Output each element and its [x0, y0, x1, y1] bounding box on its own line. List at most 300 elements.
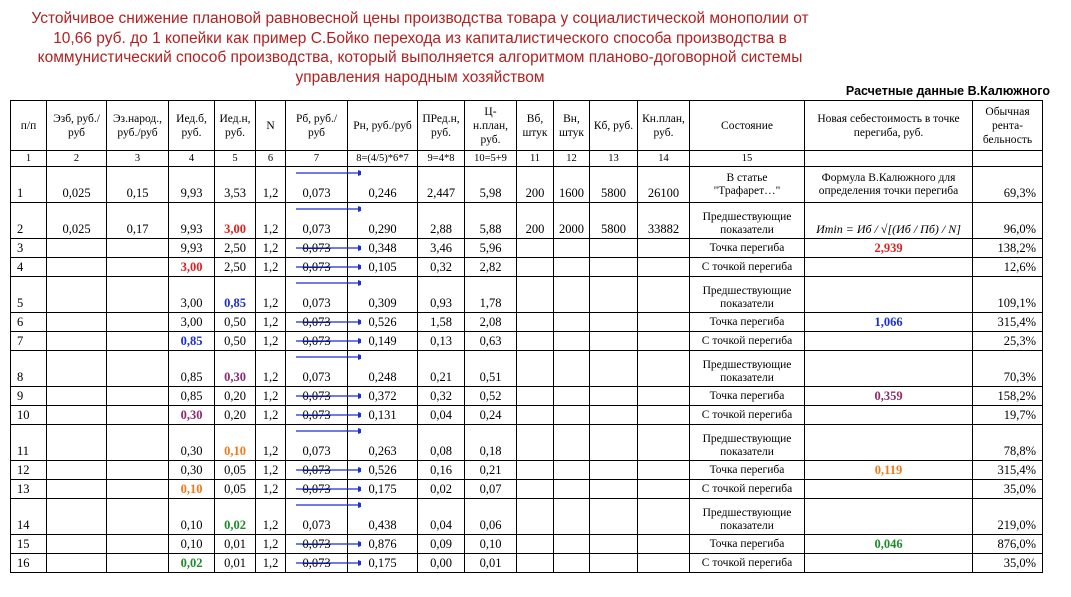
cell-k-n: [638, 313, 690, 332]
cell-e-b: [47, 535, 107, 554]
cell-e-nar: [107, 554, 169, 573]
cell-r-n: 0,876: [348, 535, 418, 554]
cell-state: С точкой перегиба: [690, 480, 805, 499]
cell-v-b: [517, 239, 554, 258]
table-row: [11, 258, 1043, 277]
cell-r-n: 0,348: [348, 239, 418, 258]
cell-rent: 70,3%: [973, 351, 1043, 387]
cell-i-n: 0,20: [215, 387, 256, 406]
cell-newcost: [805, 425, 973, 461]
cell-state: С точкой перегиба: [690, 332, 805, 351]
cell-rent: 158,2%: [973, 387, 1043, 406]
cell-i-n: 0,85: [215, 277, 256, 313]
cell-newcost: 0,046: [805, 535, 973, 554]
cell-state: Предшествующие показатели: [690, 425, 805, 461]
cell-N: 1,2: [256, 277, 286, 313]
table-row: [11, 313, 1043, 332]
cell-r-b: 0,073: [286, 239, 348, 258]
cell-n: 1: [11, 167, 47, 203]
cell-newcost: [805, 480, 973, 499]
cell-pr: 0,00: [418, 554, 465, 573]
column-header: Состояние: [690, 101, 805, 151]
cell-v-n: 2000: [554, 203, 590, 239]
cell-e-nar: [107, 425, 169, 461]
cell-v-n: [554, 258, 590, 277]
cell-k-b: [590, 461, 638, 480]
cell-v-n: [554, 387, 590, 406]
cell-N: 1,2: [256, 167, 286, 203]
cell-rent: 35,0%: [973, 480, 1043, 499]
cell-v-n: [554, 480, 590, 499]
cell-pr: 0,32: [418, 387, 465, 406]
cell-e-b: [47, 239, 107, 258]
cell-e-b: [47, 480, 107, 499]
column-number: 15: [690, 151, 805, 167]
cell-i-b: 0,10: [169, 480, 215, 499]
cell-newcost: [805, 258, 973, 277]
cell-r-b: 0,073: [286, 387, 348, 406]
cell-v-b: 200: [517, 167, 554, 203]
cell-rent: 109,1%: [973, 277, 1043, 313]
cell-pr: 0,08: [418, 425, 465, 461]
cell-e-b: [47, 425, 107, 461]
cell-newcost: [805, 406, 973, 425]
column-number: 7: [286, 151, 348, 167]
cell-r-b: 0,073: [286, 554, 348, 573]
cell-i-n: 0,30: [215, 351, 256, 387]
cell-v-n: [554, 351, 590, 387]
cell-r-b: 0,073: [286, 535, 348, 554]
cell-pr: 0,21: [418, 351, 465, 387]
cell-N: 1,2: [256, 480, 286, 499]
cell-N: 1,2: [256, 535, 286, 554]
cell-i-b: 0,85: [169, 387, 215, 406]
cell-i-b: 9,93: [169, 203, 215, 239]
cell-v-b: [517, 425, 554, 461]
column-number: 2: [47, 151, 107, 167]
cell-e-nar: [107, 461, 169, 480]
cell-k-b: 5800: [590, 203, 638, 239]
cell-k-b: [590, 554, 638, 573]
cell-v-n: 1600: [554, 167, 590, 203]
cell-r-n: 0,105: [348, 258, 418, 277]
cell-e-nar: [107, 332, 169, 351]
column-number: 5: [215, 151, 256, 167]
column-number: 14: [638, 151, 690, 167]
table-row: [11, 239, 1043, 258]
cell-e-nar: [107, 351, 169, 387]
cell-n: 12: [11, 461, 47, 480]
cell-n: 3: [11, 239, 47, 258]
cell-e-b: [47, 387, 107, 406]
cell-e-b: [47, 499, 107, 535]
cell-e-nar: 0,15: [107, 167, 169, 203]
cell-r-b: 0,073: [286, 313, 348, 332]
cell-v-b: 200: [517, 203, 554, 239]
column-header: Эзб, руб./руб: [47, 101, 107, 151]
cell-e-nar: [107, 258, 169, 277]
cell-v-n: [554, 277, 590, 313]
cell-n: 15: [11, 535, 47, 554]
column-header: ПРед.н, руб.: [418, 101, 465, 151]
cell-c: 0,24: [465, 406, 517, 425]
cell-k-b: [590, 313, 638, 332]
cell-k-n: [638, 480, 690, 499]
cell-newcost: [805, 332, 973, 351]
table-row: [11, 203, 1043, 239]
cell-v-n: [554, 406, 590, 425]
column-header: Кб, руб.: [590, 101, 638, 151]
table-row: [11, 387, 1043, 406]
column-header: Иед.н, руб.: [215, 101, 256, 151]
cell-r-b: 0,073: [286, 480, 348, 499]
column-number: 3: [107, 151, 169, 167]
cell-v-n: [554, 499, 590, 535]
cell-k-b: 5800: [590, 167, 638, 203]
cell-i-b: 0,30: [169, 461, 215, 480]
column-number: 9=4*8: [418, 151, 465, 167]
cell-c: 0,06: [465, 499, 517, 535]
table-row: [11, 554, 1043, 573]
column-header: Рб, руб./руб: [286, 101, 348, 151]
cell-newcost: Формула В.Калюжного для определения точки перегиба: [805, 167, 973, 203]
cell-v-b: [517, 406, 554, 425]
cell-N: 1,2: [256, 313, 286, 332]
cell-i-n: 3,53: [215, 167, 256, 203]
cell-e-b: [47, 351, 107, 387]
cell-e-nar: [107, 535, 169, 554]
cell-i-b: 3,00: [169, 258, 215, 277]
cell-pr: 0,04: [418, 406, 465, 425]
cell-pr: 0,09: [418, 535, 465, 554]
cell-r-n: 0,131: [348, 406, 418, 425]
cell-n: 13: [11, 480, 47, 499]
cell-state: С точкой перегиба: [690, 406, 805, 425]
cell-r-n: 0,438: [348, 499, 418, 535]
cell-N: 1,2: [256, 499, 286, 535]
column-header: Вн, штук: [554, 101, 590, 151]
cell-k-b: [590, 387, 638, 406]
cell-v-b: [517, 387, 554, 406]
table-row: [11, 480, 1043, 499]
cell-n: 14: [11, 499, 47, 535]
cell-i-n: 0,50: [215, 332, 256, 351]
column-number: 13: [590, 151, 638, 167]
cell-c: 2,08: [465, 313, 517, 332]
header-row: [11, 101, 1043, 151]
column-number: [973, 151, 1043, 167]
cell-c: 0,63: [465, 332, 517, 351]
cell-v-n: [554, 425, 590, 461]
cell-state: С точкой перегиба: [690, 258, 805, 277]
column-number: 11: [517, 151, 554, 167]
cell-v-b: [517, 258, 554, 277]
cell-k-n: [638, 461, 690, 480]
table-row: [11, 535, 1043, 554]
cell-k-b: [590, 425, 638, 461]
cell-k-n: 33882: [638, 203, 690, 239]
cell-N: 1,2: [256, 203, 286, 239]
cell-n: 7: [11, 332, 47, 351]
cell-state: Точка перегиба: [690, 461, 805, 480]
cell-e-b: [47, 332, 107, 351]
column-header: Кн.план, руб.: [638, 101, 690, 151]
cell-pr: 0,02: [418, 480, 465, 499]
cell-v-n: [554, 461, 590, 480]
cell-pr: 0,04: [418, 499, 465, 535]
cell-state: Точка перегиба: [690, 535, 805, 554]
cell-pr: 0,32: [418, 258, 465, 277]
column-number-row: [11, 151, 1043, 167]
cell-r-n: 0,248: [348, 351, 418, 387]
cell-c: 5,98: [465, 167, 517, 203]
cell-c: 5,88: [465, 203, 517, 239]
cell-c: 0,07: [465, 480, 517, 499]
cell-k-b: [590, 535, 638, 554]
cell-k-b: [590, 239, 638, 258]
cell-newcost: [805, 351, 973, 387]
cell-pr: 0,93: [418, 277, 465, 313]
cell-i-n: 0,02: [215, 499, 256, 535]
cell-r-n: 0,372: [348, 387, 418, 406]
cell-e-nar: [107, 406, 169, 425]
cell-pr: 3,46: [418, 239, 465, 258]
cell-c: 0,10: [465, 535, 517, 554]
data-table: [10, 100, 1043, 573]
cell-i-n: 0,20: [215, 406, 256, 425]
cell-N: 1,2: [256, 554, 286, 573]
cell-rent: 12,6%: [973, 258, 1043, 277]
cell-k-b: [590, 499, 638, 535]
column-number: 8=(4/5)*6*7: [348, 151, 418, 167]
cell-v-b: [517, 351, 554, 387]
column-header: N: [256, 101, 286, 151]
cell-state: Точка перегиба: [690, 387, 805, 406]
cell-state: Предшествующие показатели: [690, 277, 805, 313]
cell-c: 5,96: [465, 239, 517, 258]
cell-i-b: 0,10: [169, 499, 215, 535]
cell-newcost: [805, 499, 973, 535]
cell-e-nar: [107, 239, 169, 258]
cell-k-n: [638, 499, 690, 535]
cell-v-n: [554, 554, 590, 573]
cell-state: С точкой перегиба: [690, 554, 805, 573]
column-header: Вб, штук: [517, 101, 554, 151]
cell-c: 2,82: [465, 258, 517, 277]
cell-state: В статье "Трафарет…": [690, 167, 805, 203]
cell-rent: 25,3%: [973, 332, 1043, 351]
cell-v-b: [517, 277, 554, 313]
cell-e-nar: [107, 499, 169, 535]
cell-c: 0,51: [465, 351, 517, 387]
cell-v-n: [554, 239, 590, 258]
cell-r-n: 0,175: [348, 554, 418, 573]
cell-N: 1,2: [256, 332, 286, 351]
cell-v-b: [517, 313, 554, 332]
cell-e-b: [47, 277, 107, 313]
cell-k-b: [590, 277, 638, 313]
cell-rent: 138,2%: [973, 239, 1043, 258]
column-header: Ц-н.план, руб.: [465, 101, 517, 151]
cell-k-b: [590, 351, 638, 387]
cell-k-n: [638, 387, 690, 406]
cell-i-b: 9,93: [169, 167, 215, 203]
cell-i-b: 0,85: [169, 332, 215, 351]
cell-i-n: 0,05: [215, 461, 256, 480]
cell-i-b: 3,00: [169, 313, 215, 332]
cell-newcost: 0,359: [805, 387, 973, 406]
cell-state: Точка перегиба: [690, 313, 805, 332]
cell-i-b: 0,30: [169, 406, 215, 425]
cell-state: Предшествующие показатели: [690, 203, 805, 239]
cell-newcost: 2,939: [805, 239, 973, 258]
cell-v-b: [517, 332, 554, 351]
cell-e-nar: [107, 277, 169, 313]
cell-rent: 78,8%: [973, 425, 1043, 461]
cell-e-b: 0,025: [47, 167, 107, 203]
cell-N: 1,2: [256, 461, 286, 480]
cell-state: Точка перегиба: [690, 239, 805, 258]
column-header: Новая себестоимость в точке перегиба, руб.: [805, 101, 973, 151]
cell-k-n: [638, 554, 690, 573]
cell-r-n: 0,526: [348, 461, 418, 480]
cell-k-n: [638, 351, 690, 387]
cell-r-n: 0,246: [348, 167, 418, 203]
cell-N: 1,2: [256, 387, 286, 406]
cell-r-b: 0,073: [286, 499, 348, 535]
cell-pr: 2,88: [418, 203, 465, 239]
cell-n: 4: [11, 258, 47, 277]
table-row: [11, 332, 1043, 351]
cell-i-b: 9,93: [169, 239, 215, 258]
cell-i-b: 0,85: [169, 351, 215, 387]
cell-k-b: [590, 258, 638, 277]
cell-v-b: [517, 461, 554, 480]
column-number: 12: [554, 151, 590, 167]
cell-state: Предшествующие показатели: [690, 351, 805, 387]
table-row: [11, 425, 1043, 461]
cell-pr: 0,16: [418, 461, 465, 480]
column-number: [805, 151, 973, 167]
cell-i-n: 0,01: [215, 535, 256, 554]
cell-k-n: [638, 239, 690, 258]
cell-rent: 19,7%: [973, 406, 1043, 425]
cell-k-n: [638, 332, 690, 351]
cell-rent: 35,0%: [973, 554, 1043, 573]
cell-i-n: 2,50: [215, 258, 256, 277]
cell-e-nar: 0,17: [107, 203, 169, 239]
cell-c: 0,18: [465, 425, 517, 461]
table-row: [11, 461, 1043, 480]
cell-v-b: [517, 480, 554, 499]
table-row: [11, 277, 1043, 313]
cell-i-b: 0,02: [169, 554, 215, 573]
cell-rent: 315,4%: [973, 313, 1043, 332]
cell-r-n: 0,526: [348, 313, 418, 332]
cell-r-b: 0,073: [286, 332, 348, 351]
cell-v-n: [554, 313, 590, 332]
cell-r-b: 0,073: [286, 461, 348, 480]
cell-k-n: [638, 535, 690, 554]
page-title: Устойчивое снижение плановой равновесной цены производства товара у социалистической монополии от 10,66 руб. до 1 копейки как пример С.Бойко перехода из капиталистического способа производства в коммунистический способ производства, который выполняется алгоритмом планово-договорной системы управления народным хозяйством: [31, 10, 809, 86]
cell-rent: 219,0%: [973, 499, 1043, 535]
cell-v-b: [517, 554, 554, 573]
cell-i-n: 2,50: [215, 239, 256, 258]
cell-N: 1,2: [256, 258, 286, 277]
cell-n: 16: [11, 554, 47, 573]
cell-e-nar: [107, 387, 169, 406]
cell-v-b: [517, 499, 554, 535]
column-number: 1: [11, 151, 47, 167]
cell-k-n: [638, 425, 690, 461]
cell-r-b: 0,073: [286, 167, 348, 203]
cell-k-b: [590, 332, 638, 351]
table-row: [11, 167, 1043, 203]
column-header: Иед.б, руб.: [169, 101, 215, 151]
cell-n: 11: [11, 425, 47, 461]
cell-rent: 69,3%: [973, 167, 1043, 203]
cell-i-n: 0,05: [215, 480, 256, 499]
column-header: п/п: [11, 101, 47, 151]
cell-k-n: 26100: [638, 167, 690, 203]
column-number: 4: [169, 151, 215, 167]
cell-e-nar: [107, 313, 169, 332]
cell-v-n: [554, 332, 590, 351]
cell-e-b: [47, 313, 107, 332]
cell-k-n: [638, 277, 690, 313]
cell-n: 9: [11, 387, 47, 406]
cell-newcost: [805, 554, 973, 573]
cell-n: 8: [11, 351, 47, 387]
table-row: [11, 499, 1043, 535]
cell-N: 1,2: [256, 351, 286, 387]
cell-r-b: 0,073: [286, 406, 348, 425]
column-header: Обычная рента-бельность: [973, 101, 1043, 151]
cell-r-n: 0,263: [348, 425, 418, 461]
cell-n: 6: [11, 313, 47, 332]
cell-i-n: 0,50: [215, 313, 256, 332]
cell-r-n: 0,309: [348, 277, 418, 313]
cell-rent: 96,0%: [973, 203, 1043, 239]
cell-k-n: [638, 406, 690, 425]
cell-c: 0,21: [465, 461, 517, 480]
cell-newcost: 0,119: [805, 461, 973, 480]
cell-e-b: [47, 461, 107, 480]
cell-rent: 876,0%: [973, 535, 1043, 554]
cell-r-b: 0,073: [286, 203, 348, 239]
cell-v-n: [554, 535, 590, 554]
cell-c: 0,01: [465, 554, 517, 573]
cell-r-b: 0,073: [286, 351, 348, 387]
cell-k-b: [590, 406, 638, 425]
cell-newcost: 1,066: [805, 313, 973, 332]
cell-r-b: 0,073: [286, 277, 348, 313]
cell-i-b: 0,30: [169, 425, 215, 461]
cell-k-n: [638, 258, 690, 277]
cell-e-b: [47, 258, 107, 277]
cell-e-b: [47, 554, 107, 573]
cell-n: 2: [11, 203, 47, 239]
cell-n: 10: [11, 406, 47, 425]
cell-N: 1,2: [256, 239, 286, 258]
cell-k-b: [590, 480, 638, 499]
cell-c: 1,78: [465, 277, 517, 313]
cell-pr: 1,58: [418, 313, 465, 332]
column-header: Рн, руб./руб: [348, 101, 418, 151]
cell-c: 0,52: [465, 387, 517, 406]
cell-e-nar: [107, 480, 169, 499]
cell-pr: 2,447: [418, 167, 465, 203]
